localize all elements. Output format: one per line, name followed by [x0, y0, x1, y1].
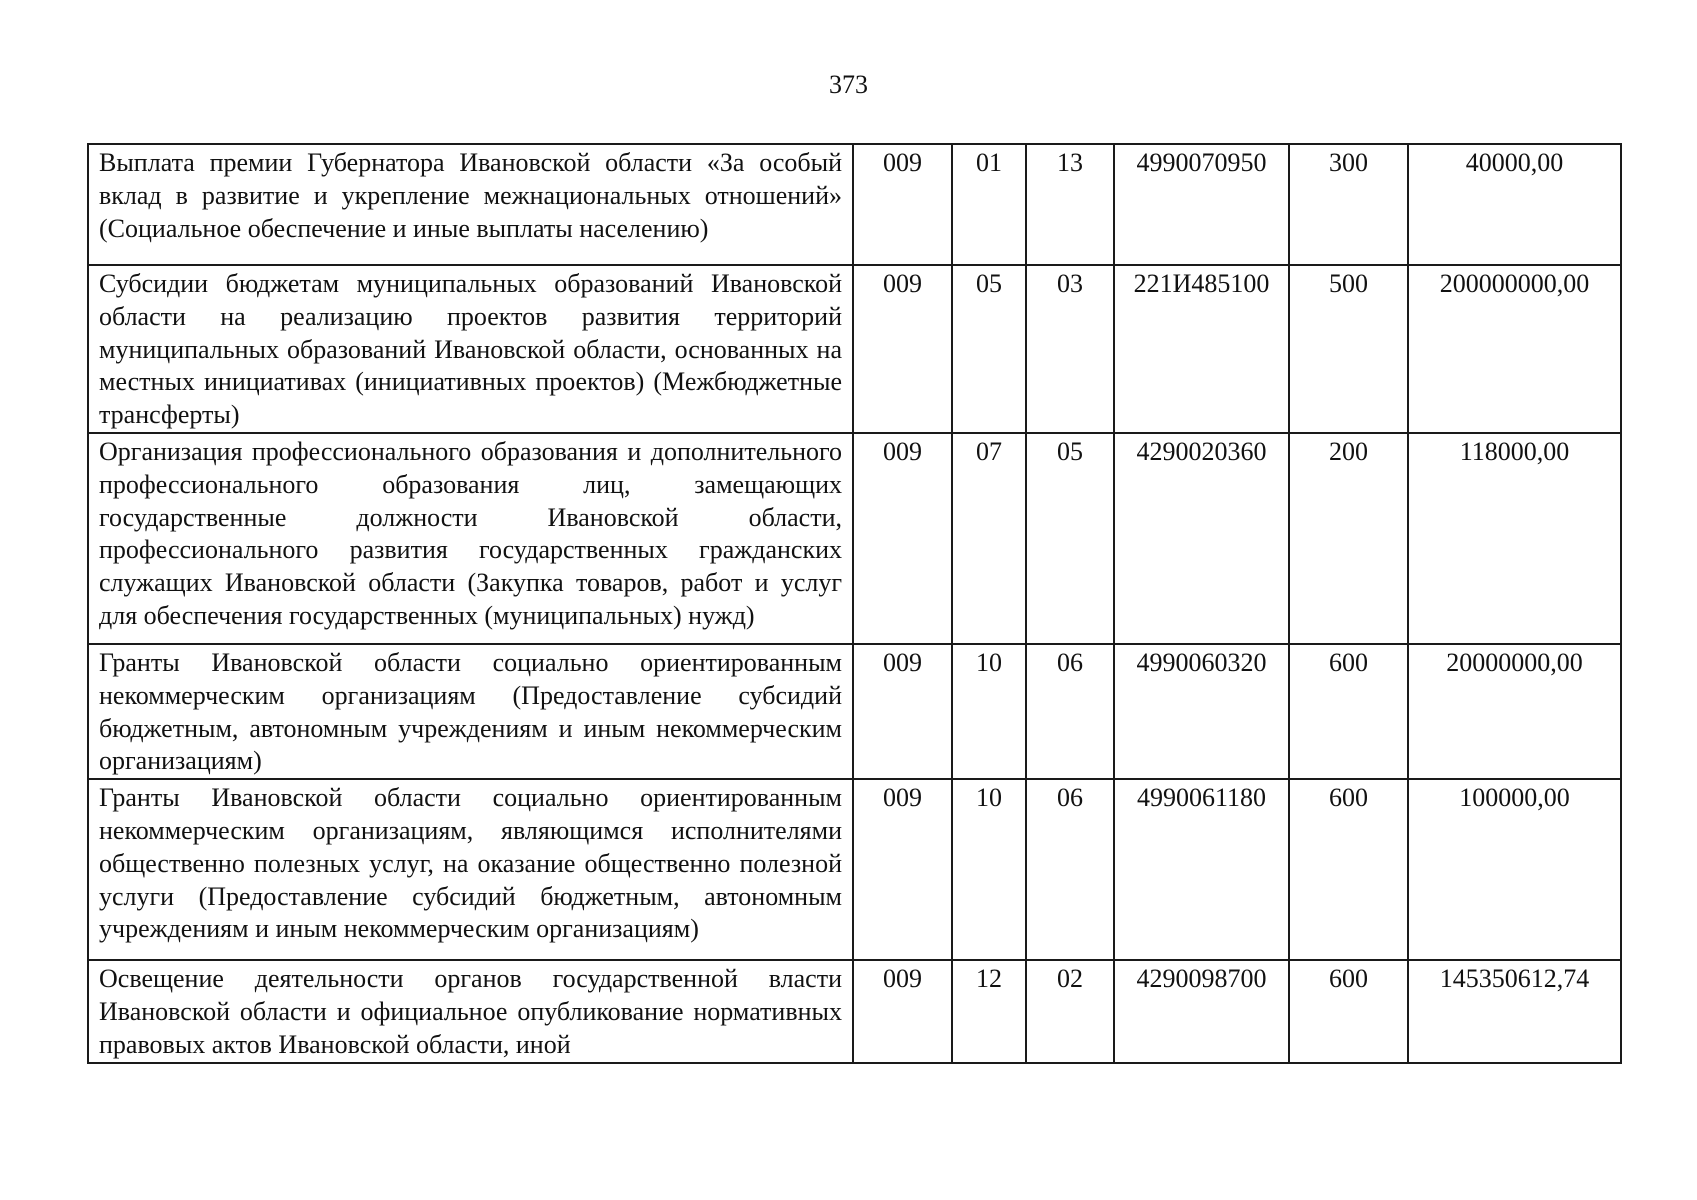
table-row: [88, 433, 1621, 644]
row-grbs-code: 009: [853, 433, 952, 644]
row-target-article: 221И485100: [1114, 265, 1289, 433]
row-expense-type: 600: [1289, 779, 1408, 960]
row-subsection-code: 06: [1026, 779, 1114, 960]
table-row: [88, 779, 1621, 960]
row-section-code: 05: [952, 265, 1026, 433]
row-expense-type: 600: [1289, 960, 1408, 1062]
row-subsection-code: 03: [1026, 265, 1114, 433]
row-target-article: 4990060320: [1114, 644, 1289, 779]
row-description: Освещение деятельности органов государственной власти Ивановской области и официальное опубликование нормативных правовых актов Ивановской области, иной: [88, 960, 853, 1062]
row-section-code: 10: [952, 644, 1026, 779]
table-row: [88, 144, 1621, 265]
row-grbs-code: 009: [853, 644, 952, 779]
row-description: Субсидии бюджетам муниципальных образований Ивановской области на реализацию проектов развития территорий муниципальных образований Ивановской области, основанных на местных инициативах (инициативных проектов) (Межбюджетные трансферты): [88, 265, 853, 433]
row-subsection-code: 02: [1026, 960, 1114, 1062]
row-target-article: 4290098700: [1114, 960, 1289, 1062]
row-section-code: 01: [952, 144, 1026, 265]
row-target-article: 4990070950: [1114, 144, 1289, 265]
row-expense-type: 600: [1289, 644, 1408, 779]
row-expense-type: 300: [1289, 144, 1408, 265]
row-subsection-code: 13: [1026, 144, 1114, 265]
row-grbs-code: 009: [853, 960, 952, 1062]
page-number: 373: [829, 70, 868, 99]
row-expense-type: 500: [1289, 265, 1408, 433]
budget-table: [87, 143, 1622, 1064]
row-amount: 200000000,00: [1408, 265, 1621, 433]
row-subsection-code: 05: [1026, 433, 1114, 644]
row-amount: 40000,00: [1408, 144, 1621, 265]
row-grbs-code: 009: [853, 265, 952, 433]
row-amount: 20000000,00: [1408, 644, 1621, 779]
table-row: [88, 644, 1621, 779]
row-description: Гранты Ивановской области социально ориентированным некоммерческим организациям, являющимся исполнителями общественно полезных услуг, на оказание общественно полезной услуги (Предоставление субсидий бюджетным, автономным учреждениям и иным некоммерческим организациям): [88, 779, 853, 960]
row-amount: 100000,00: [1408, 779, 1621, 960]
row-description: Выплата премии Губернатора Ивановской области «За особый вклад в развитие и укрепление межнациональных отношений» (Социальное обеспечение и иные выплаты населению): [88, 144, 853, 265]
row-expense-type: 200: [1289, 433, 1408, 644]
row-description: Гранты Ивановской области социально ориентированным некоммерческим организациям (Предоставление субсидий бюджетным, автономным учреждениям и иным некоммерческим организациям): [88, 644, 853, 779]
row-grbs-code: 009: [853, 779, 952, 960]
table-row: [88, 960, 1621, 1062]
row-section-code: 12: [952, 960, 1026, 1062]
row-section-code: 07: [952, 433, 1026, 644]
row-target-article: 4290020360: [1114, 433, 1289, 644]
row-grbs-code: 009: [853, 144, 952, 265]
row-section-code: 10: [952, 779, 1026, 960]
row-amount: 145350612,74: [1408, 960, 1621, 1062]
row-target-article: 4990061180: [1114, 779, 1289, 960]
row-description: Организация профессионального образования и дополнительного профессионального образования лиц, замещающих государственные должности Ивановской области, профессионального развития государственных гражданских служащих Ивановской области (Закупка товаров, работ и услуг для обеспечения государственных (муниципальных) нужд): [88, 433, 853, 644]
table-row: [88, 265, 1621, 433]
row-subsection-code: 06: [1026, 644, 1114, 779]
row-amount: 118000,00: [1408, 433, 1621, 644]
